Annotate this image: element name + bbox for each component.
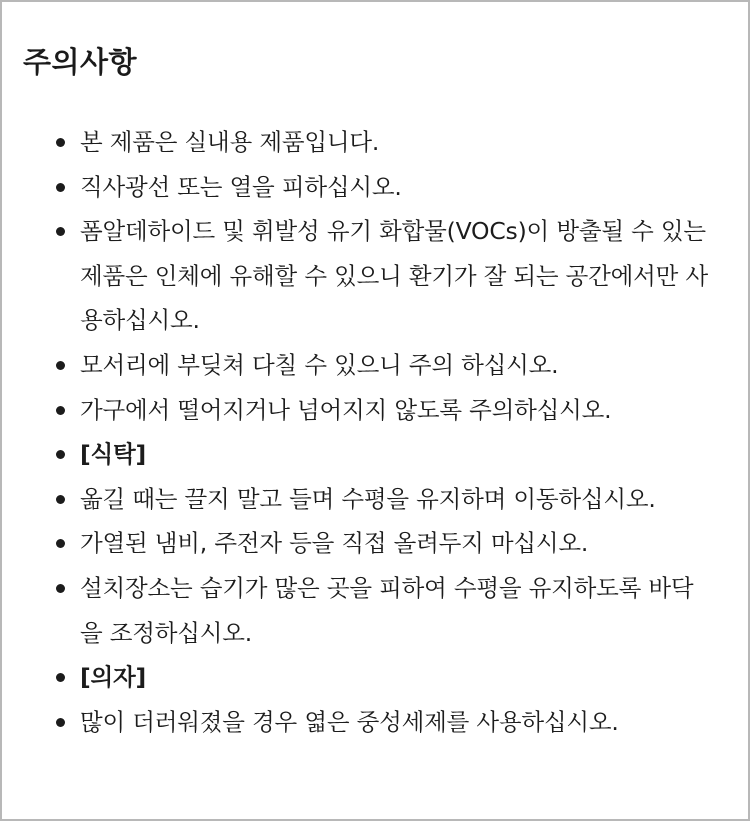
list-item: 직사광선 또는 열을 피하십시오. <box>54 165 714 210</box>
list-item: 설치장소는 습기가 많은 곳을 피하여 수평을 유지하도록 바닥을 조정하십시오. <box>54 566 714 655</box>
list-item: 본 제품은 실내용 제품입니다. <box>54 120 714 165</box>
list-item: 가열된 냄비, 주전자 등을 직접 올려두지 마십시오. <box>54 521 714 566</box>
section-title: 주의사항 <box>23 45 138 79</box>
category-heading-chair: [의자] <box>54 655 714 700</box>
list-item: 폼알데하이드 및 휘발성 유기 화합물(VOCs)이 방출될 수 있는 제품은 인체에 유해할 수 있으니 환기가 잘 되는 공간에서만 사용하십시오. <box>54 209 714 343</box>
list-item: 많이 더러워졌을 경우 엷은 중성세제를 사용하십시오. <box>54 700 714 745</box>
list-item: 옮길 때는 끌지 말고 들며 수평을 유지하며 이동하십시오. <box>54 477 714 522</box>
list-item: 가구에서 떨어지거나 넘어지지 않도록 주의하십시오. <box>54 388 714 433</box>
category-heading-table: [식탁] <box>54 432 714 477</box>
caution-list <box>54 120 714 744</box>
list-item: 모서리에 부딪쳐 다칠 수 있으니 주의 하십시오. <box>54 343 714 388</box>
